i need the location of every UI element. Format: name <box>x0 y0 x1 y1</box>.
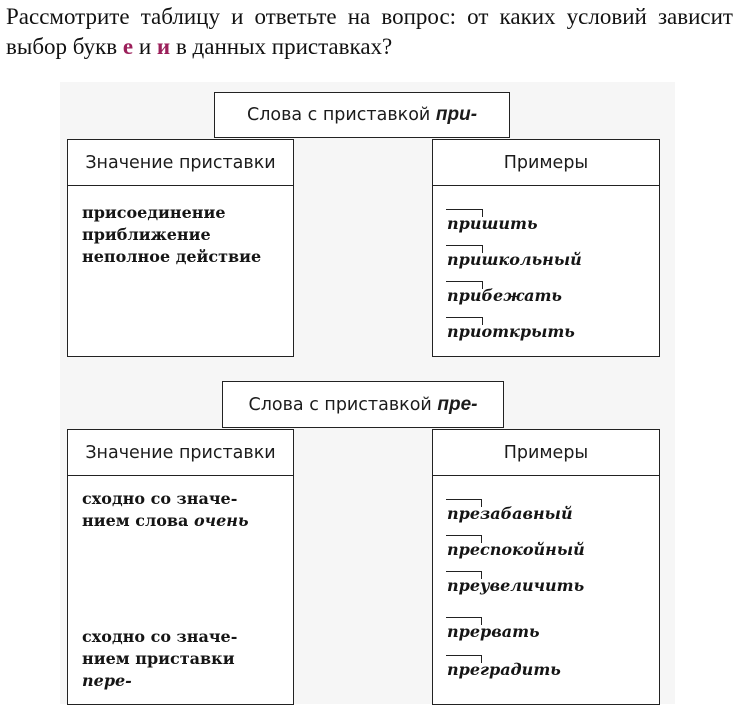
highlight-letter-e: е <box>122 34 134 59</box>
pre-meaning-1 <box>82 488 249 532</box>
prefix-mark: пре <box>447 540 480 559</box>
pre-example-3: преувеличить <box>447 572 584 595</box>
pri-example-2: пришкольный <box>447 246 582 269</box>
prefix-mark: пре <box>447 504 480 523</box>
pre-examples-header: Примеры <box>433 430 659 476</box>
pre-example-2: преспокойный <box>447 536 585 559</box>
pri-examples-header: Примеры <box>433 140 659 186</box>
question-part2: в данных приставках? <box>170 34 393 59</box>
pri-title-bold: при- <box>435 104 478 125</box>
pre-meaning-box <box>67 429 294 705</box>
prefix-mark: при <box>447 322 481 341</box>
pre-title-prefix: Слова с приставкой <box>248 394 432 415</box>
pri-meaning-header: Значение приставки <box>68 140 293 186</box>
pre-example-4: прервать <box>447 618 540 641</box>
pre-meaning-2-line2: нием приставки <box>82 649 235 668</box>
pre-meaning-2 <box>82 626 237 692</box>
prefix-mark: при <box>447 286 481 305</box>
pri-example-4: приоткрыть <box>447 318 575 341</box>
prefix-mark: при <box>447 250 481 269</box>
pre-meaning-1-line1: сходно со значе- <box>82 489 238 508</box>
prefix-mark: пре <box>447 660 480 679</box>
question-conj: и <box>133 34 157 59</box>
pre-example-5: преградить <box>447 656 561 679</box>
pre-meaning-1-line2: нием слова очень <box>82 511 249 530</box>
pri-meaning-box <box>67 139 294 357</box>
pre-title-box <box>222 381 504 428</box>
pri-meaning-2: приближение <box>82 225 211 244</box>
pri-meaning-1: присоединение <box>82 203 226 222</box>
pre-title-bold: пре- <box>437 393 478 415</box>
pre-meaning-2-line1: сходно со значе- <box>82 627 238 646</box>
question-part1: Рассмотрите таблицу и ответьте на вопрос: от каких условий зависит выбор букв <box>6 4 733 59</box>
pri-meaning-list <box>82 202 261 268</box>
pri-examples-box <box>432 139 660 357</box>
pre-meaning-2-line3: пере- <box>82 671 132 690</box>
prefix-mark: при <box>447 214 481 233</box>
pri-meaning-3: неполное действие <box>82 247 262 266</box>
highlight-letter-i: и <box>156 34 171 59</box>
pre-meaning-header: Значение приставки <box>68 430 293 476</box>
pre-examples-box <box>432 429 660 705</box>
pri-example-3: прибежать <box>447 282 562 305</box>
prefix-mark: пре <box>447 576 480 595</box>
pri-title-box <box>214 92 510 138</box>
prefix-mark: пре <box>447 622 480 641</box>
pre-example-1: презабавный <box>447 500 573 523</box>
question-text <box>6 2 733 62</box>
pri-title-prefix: Слова с приставкой <box>246 105 431 125</box>
pri-example-1: пришить <box>447 210 538 233</box>
